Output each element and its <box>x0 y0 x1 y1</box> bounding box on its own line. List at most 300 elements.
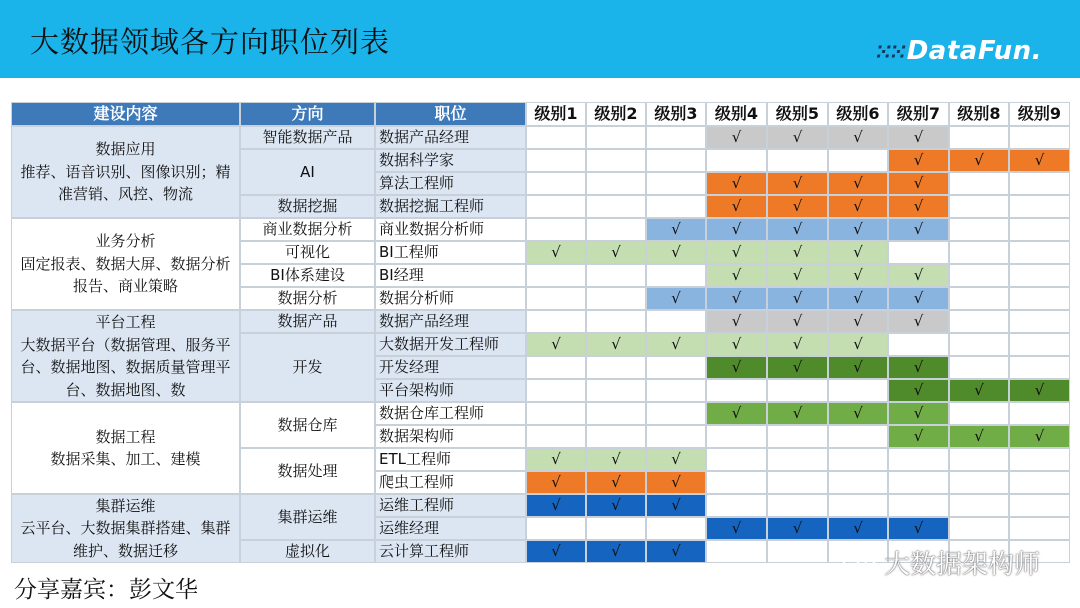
level-cell-text: √ <box>853 519 863 538</box>
level-check <box>888 356 949 379</box>
level-cell-text: √ <box>792 266 803 285</box>
level-cell-text: √ <box>853 404 863 423</box>
level-check <box>526 540 586 563</box>
position-12-text: 平台架构师 <box>379 381 455 400</box>
level-cell <box>949 356 1009 379</box>
level-cell <box>1009 448 1070 471</box>
level-cell <box>526 126 586 149</box>
area-desc: 云平台、大数据集群搭建、集群维护、数据迁移 <box>20 519 231 560</box>
area-name: 数据工程 <box>95 427 156 446</box>
level-cell <box>706 448 767 471</box>
area-name: 业务分析 <box>95 232 156 251</box>
level-cell <box>646 310 706 333</box>
level-cell <box>1009 310 1070 333</box>
header-position-text: 职位 <box>434 104 467 123</box>
level-cell <box>586 218 646 241</box>
level-cell <box>526 517 586 540</box>
level-check <box>949 425 1009 448</box>
direction-6-text: BI体系建设 <box>270 266 345 285</box>
level-cell-text: √ <box>731 128 742 147</box>
level-check <box>767 195 828 218</box>
level-cell <box>586 287 646 310</box>
level-check <box>828 172 888 195</box>
level-cell <box>888 448 949 471</box>
level-cell <box>1009 172 1070 195</box>
level-check <box>828 333 888 356</box>
wechat-icon <box>842 550 878 576</box>
level-check <box>888 287 949 310</box>
level-cell-text: √ <box>792 174 803 193</box>
position-4 <box>375 195 526 218</box>
position-16-text: 爬虫工程师 <box>379 473 455 492</box>
area-desc: 大数据平台（数据管理、服务平台、数据地图、数据质量管理平台、数据地图、数 <box>20 335 231 399</box>
level-check <box>706 356 767 379</box>
level-cell-text: √ <box>731 335 742 354</box>
level-cell-text: √ <box>913 266 924 285</box>
level-cell-text: √ <box>1034 151 1045 170</box>
level-check <box>767 356 828 379</box>
header-content-text: 建设内容 <box>93 104 158 123</box>
level-check <box>828 287 888 310</box>
position-10 <box>375 333 526 356</box>
level-cell-text: √ <box>792 289 803 308</box>
level-check <box>767 126 828 149</box>
position-14-text: 数据架构师 <box>379 427 455 446</box>
level-check <box>949 149 1009 172</box>
level-cell <box>1009 517 1070 540</box>
level-cell <box>949 172 1009 195</box>
level-cell-text: √ <box>913 312 924 331</box>
level-cell-text: √ <box>551 542 561 561</box>
level-cell <box>828 494 888 517</box>
level-check <box>586 448 646 471</box>
level-cell-text: √ <box>853 197 863 216</box>
header-level-5-text: 级别5 <box>775 104 820 123</box>
level-cell <box>1009 494 1070 517</box>
level-cell <box>646 402 706 425</box>
position-6 <box>375 241 526 264</box>
level-check <box>767 287 828 310</box>
position-17-text: 运维工程师 <box>379 496 455 515</box>
level-cell <box>1009 264 1070 287</box>
header-level-6 <box>828 102 888 126</box>
level-cell <box>526 195 586 218</box>
position-13 <box>375 402 526 425</box>
position-15 <box>375 448 526 471</box>
level-cell <box>526 356 586 379</box>
header-level-1-text: 级别1 <box>534 104 578 123</box>
position-1 <box>375 126 526 149</box>
level-cell-text: √ <box>611 473 621 492</box>
level-check <box>706 241 767 264</box>
direction-2-text: AI <box>300 162 315 181</box>
level-check <box>586 540 646 563</box>
header-level-3 <box>646 102 706 126</box>
level-check <box>646 471 706 494</box>
position-2-text: 数据科学家 <box>379 151 455 170</box>
level-check <box>767 333 828 356</box>
level-cell-text: √ <box>792 519 803 538</box>
level-cell-text: √ <box>671 220 681 239</box>
position-13-text: 数据仓库工程师 <box>379 404 485 423</box>
level-cell <box>586 425 646 448</box>
level-cell <box>828 149 888 172</box>
area-3 <box>11 310 240 402</box>
level-cell <box>949 287 1009 310</box>
level-cell-text: √ <box>671 496 681 515</box>
header-level-7 <box>888 102 949 126</box>
level-cell <box>706 425 767 448</box>
watermark <box>842 544 1040 581</box>
slide-title: 大数据领域各方向职位列表 <box>30 25 391 59</box>
level-check <box>888 402 949 425</box>
position-8-text: 数据分析师 <box>379 289 455 308</box>
datafun-logo: ⁙⁙DataFun. <box>875 36 1042 66</box>
level-check <box>888 517 949 540</box>
area-name: 平台工程 <box>95 313 156 331</box>
direction-13 <box>240 540 375 563</box>
level-cell-text: √ <box>611 243 621 262</box>
level-cell-text: √ <box>853 312 863 331</box>
level-cell-text: √ <box>731 312 742 331</box>
level-cell <box>949 333 1009 356</box>
level-cell <box>1009 287 1070 310</box>
level-check <box>828 241 888 264</box>
level-check <box>706 218 767 241</box>
header-level-5 <box>767 102 828 126</box>
direction-12 <box>240 494 375 540</box>
level-cell-text: √ <box>671 542 681 561</box>
area-desc: 推荐、语音识别、图像识别；精准营销、风控、物流 <box>20 162 231 204</box>
logo-dots-icon: ⁙⁙ <box>875 40 905 64</box>
position-5 <box>375 218 526 241</box>
position-8 <box>375 287 526 310</box>
level-cell <box>1009 126 1070 149</box>
position-10-text: 大数据开发工程师 <box>379 335 500 354</box>
level-cell-text: √ <box>974 151 984 170</box>
level-cell-text: √ <box>731 289 742 308</box>
level-cell <box>1009 333 1070 356</box>
level-check <box>646 241 706 264</box>
level-cell <box>767 448 828 471</box>
position-17 <box>375 494 526 517</box>
direction-5 <box>240 241 375 264</box>
direction-7-text: 数据分析 <box>277 289 338 308</box>
level-cell <box>586 379 646 402</box>
level-check <box>1009 149 1070 172</box>
position-5-text: 商业数据分析师 <box>379 220 485 239</box>
area-5 <box>11 494 240 563</box>
level-cell <box>586 172 646 195</box>
direction-3-text: 数据挖掘 <box>277 197 338 216</box>
level-check <box>767 517 828 540</box>
level-cell <box>1009 356 1070 379</box>
level-cell-text: √ <box>913 174 924 193</box>
level-cell <box>526 402 586 425</box>
position-12 <box>375 379 526 402</box>
level-cell <box>706 471 767 494</box>
position-9 <box>375 310 526 333</box>
level-cell <box>646 517 706 540</box>
area-1 <box>11 126 240 218</box>
level-cell-text: √ <box>611 496 621 515</box>
level-cell-text: √ <box>853 289 863 308</box>
level-check <box>1009 425 1070 448</box>
level-cell <box>888 494 949 517</box>
level-cell-text: √ <box>853 358 863 377</box>
level-cell <box>586 195 646 218</box>
level-cell <box>646 425 706 448</box>
level-cell-text: √ <box>853 266 863 285</box>
level-check <box>828 310 888 333</box>
level-cell-text: √ <box>913 427 924 446</box>
level-cell <box>949 126 1009 149</box>
level-check <box>767 310 828 333</box>
header-level-6-text: 级别6 <box>836 104 880 123</box>
level-check <box>828 126 888 149</box>
level-cell <box>949 241 1009 264</box>
level-check <box>828 218 888 241</box>
level-cell-text: √ <box>913 519 924 538</box>
level-check <box>767 264 828 287</box>
level-check <box>888 126 949 149</box>
direction-12-text: 集群运维 <box>277 507 338 526</box>
level-cell <box>646 149 706 172</box>
level-cell-text: √ <box>551 496 561 515</box>
level-cell <box>767 425 828 448</box>
level-cell-text: √ <box>853 128 863 147</box>
position-7-text: BI经理 <box>379 266 424 285</box>
level-cell-text: √ <box>853 220 863 239</box>
level-check <box>767 402 828 425</box>
header-level-8-text: 级别8 <box>957 104 1001 123</box>
direction-11 <box>240 448 375 494</box>
level-cell-text: √ <box>1034 381 1045 400</box>
level-cell-text: √ <box>731 174 742 193</box>
level-cell-text: √ <box>913 128 924 147</box>
header-level-2-text: 级别2 <box>594 104 638 123</box>
level-check <box>767 218 828 241</box>
level-cell <box>586 402 646 425</box>
level-check <box>888 149 949 172</box>
position-18 <box>375 517 526 540</box>
level-cell <box>1009 195 1070 218</box>
level-check <box>706 287 767 310</box>
level-cell-text: √ <box>913 381 924 400</box>
level-cell <box>1009 241 1070 264</box>
level-check <box>888 425 949 448</box>
level-cell <box>526 149 586 172</box>
level-cell-text: √ <box>671 335 681 354</box>
level-cell <box>646 264 706 287</box>
level-cell-text: √ <box>731 243 742 262</box>
header-level-2 <box>586 102 646 126</box>
level-cell-text: √ <box>731 519 742 538</box>
level-cell <box>767 494 828 517</box>
position-11-text: 开发经理 <box>379 358 440 377</box>
level-cell-text: √ <box>792 220 803 239</box>
position-7 <box>375 264 526 287</box>
level-check <box>586 333 646 356</box>
direction-9-text: 开发 <box>292 358 323 377</box>
level-cell-text: √ <box>671 243 681 262</box>
direction-2 <box>240 149 375 195</box>
level-cell <box>828 471 888 494</box>
level-cell-text: √ <box>731 404 742 423</box>
level-cell <box>586 126 646 149</box>
level-cell <box>646 356 706 379</box>
level-check <box>828 517 888 540</box>
level-check <box>706 126 767 149</box>
level-cell-text: √ <box>551 335 561 354</box>
level-cell <box>586 517 646 540</box>
level-check <box>526 471 586 494</box>
header-direction-text: 方向 <box>291 104 324 123</box>
level-check <box>949 379 1009 402</box>
level-cell <box>646 195 706 218</box>
level-cell <box>706 149 767 172</box>
area-desc: 固定报表、数据大屏、数据分析报告、商业策略 <box>20 254 231 296</box>
level-cell-text: √ <box>792 243 803 262</box>
header-position <box>375 102 526 126</box>
position-1-text: 数据产品经理 <box>379 128 470 147</box>
position-9-text: 数据产品经理 <box>379 312 470 331</box>
level-cell <box>646 379 706 402</box>
level-check <box>888 264 949 287</box>
level-cell-text: √ <box>731 358 742 377</box>
direction-10 <box>240 402 375 448</box>
position-19 <box>375 540 526 563</box>
level-cell <box>949 264 1009 287</box>
level-cell-text: √ <box>731 220 742 239</box>
direction-6 <box>240 264 375 287</box>
level-cell-text: √ <box>792 335 803 354</box>
level-cell <box>526 287 586 310</box>
area-name: 集群运维 <box>95 496 156 515</box>
level-cell <box>586 356 646 379</box>
level-check <box>706 402 767 425</box>
header-level-4 <box>706 102 767 126</box>
position-3 <box>375 172 526 195</box>
level-check <box>828 402 888 425</box>
level-cell-text: √ <box>913 358 924 377</box>
level-cell-text: √ <box>731 197 742 216</box>
header-level-1 <box>526 102 586 126</box>
level-check <box>646 448 706 471</box>
level-check <box>828 195 888 218</box>
level-cell <box>949 494 1009 517</box>
watermark-text: 大数据架构师 <box>884 550 1041 580</box>
level-check <box>706 172 767 195</box>
level-cell-text: √ <box>913 151 924 170</box>
level-check <box>888 172 949 195</box>
direction-1-text: 智能数据产品 <box>262 128 353 147</box>
level-cell-text: √ <box>611 450 621 469</box>
level-cell <box>767 540 828 563</box>
level-check <box>646 540 706 563</box>
header-direction <box>240 102 375 126</box>
level-check <box>828 264 888 287</box>
level-check <box>888 379 949 402</box>
direction-8-text: 数据产品 <box>277 312 338 331</box>
level-cell <box>526 264 586 287</box>
level-check <box>706 517 767 540</box>
header-level-9 <box>1009 102 1070 126</box>
level-check <box>888 195 949 218</box>
level-cell-text: √ <box>1034 427 1045 446</box>
area-desc: 数据采集、加工、建模 <box>50 450 201 468</box>
level-cell <box>888 471 949 494</box>
level-cell-text: √ <box>551 473 561 492</box>
level-cell-text: √ <box>551 450 561 469</box>
level-cell <box>646 172 706 195</box>
level-cell <box>828 448 888 471</box>
level-check <box>1009 379 1070 402</box>
direction-5-text: 可视化 <box>284 243 330 262</box>
level-cell-text: √ <box>792 197 803 216</box>
level-check <box>888 218 949 241</box>
level-check <box>646 287 706 310</box>
level-check <box>888 310 949 333</box>
level-cell-text: √ <box>731 266 742 285</box>
level-cell-text: √ <box>611 542 621 561</box>
level-cell-text: √ <box>671 473 681 492</box>
direction-7 <box>240 287 375 310</box>
level-check <box>526 448 586 471</box>
level-cell-text: √ <box>792 404 803 423</box>
direction-3 <box>240 195 375 218</box>
level-cell <box>767 471 828 494</box>
header-level-8 <box>949 102 1009 126</box>
position-19-text: 云计算工程师 <box>379 542 470 561</box>
level-cell-text: √ <box>792 312 803 331</box>
level-cell-text: √ <box>974 381 984 400</box>
area-name: 数据应用 <box>95 140 156 159</box>
level-cell <box>526 172 586 195</box>
level-cell <box>586 264 646 287</box>
level-check <box>526 494 586 517</box>
header-level-4-text: 级别4 <box>714 104 759 123</box>
level-cell <box>767 149 828 172</box>
level-check <box>586 471 646 494</box>
level-cell <box>526 310 586 333</box>
header-content <box>11 102 240 126</box>
direction-10-text: 数据仓库 <box>277 415 338 434</box>
level-cell <box>767 379 828 402</box>
position-4-text: 数据挖掘工程师 <box>379 197 485 216</box>
level-cell <box>526 379 586 402</box>
level-cell <box>1009 402 1070 425</box>
direction-8 <box>240 310 375 333</box>
speaker-caption: 分享嘉宾：彭文华 <box>14 577 198 603</box>
level-check <box>646 494 706 517</box>
level-check <box>526 241 586 264</box>
level-check <box>646 218 706 241</box>
position-3-text: 算法工程师 <box>379 174 455 193</box>
header-level-3-text: 级别3 <box>654 104 698 123</box>
level-cell <box>828 425 888 448</box>
level-check <box>828 356 888 379</box>
direction-9 <box>240 333 375 402</box>
direction-11-text: 数据处理 <box>277 461 338 480</box>
level-cell <box>1009 218 1070 241</box>
level-cell-text: √ <box>551 243 561 262</box>
position-2 <box>375 149 526 172</box>
direction-1 <box>240 126 375 149</box>
level-cell-text: √ <box>792 128 803 147</box>
level-cell <box>888 241 949 264</box>
header-level-9-text: 级别9 <box>1017 104 1062 123</box>
